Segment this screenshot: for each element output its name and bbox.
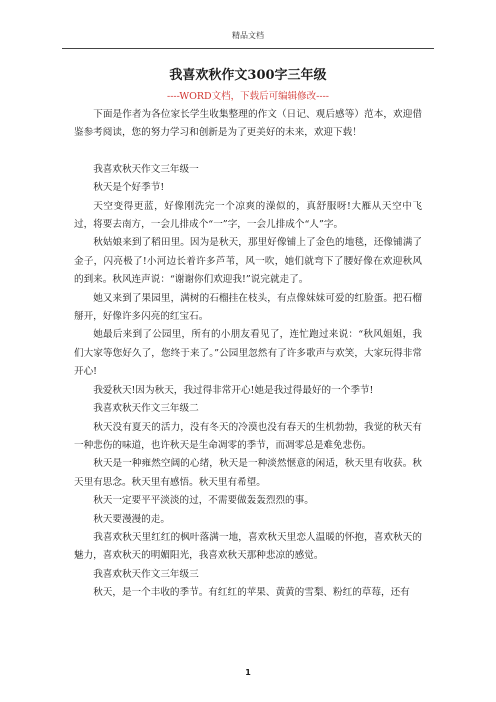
document-title: 我喜欢秋作文300字三年级 [169, 68, 327, 83]
section-heading-3: 我喜欢秋天作文三年级三 [93, 568, 199, 580]
paragraph: 秋天，是一个丰收的季节。有红红的苹果、黄黄的雪梨、粉红的草莓，还有 [93, 587, 410, 599]
header-text: 精品文档 [232, 31, 264, 40]
paragraph: 秋天是个好季节! [93, 182, 165, 194]
section-heading-2: 我喜欢秋天作文三年级二 [93, 403, 199, 415]
paragraph: 她最后来到了公园里，所有的小朋友看见了，连忙跑过来说：“秋风姐姐，我们大家等您好久了，您终于来了。”公园里忽然有了许多歌声与欢笑，大家玩得非常开心! [74, 329, 422, 378]
spacer [74, 143, 422, 161]
page-header [62, 0, 434, 49]
paragraph: 秋天没有夏天的活力，没有冬天的冷漠也没有春天的生机勃勃，我觉的秋天有一种悲伤的味道，也许秋天是生命凋零的季节，而凋零总是难免悲伤。 [74, 421, 422, 451]
paragraph: 她又来到了果园里，满树的石榴挂在枝头，有点像妹妹可爱的红脸蛋。把石榴掰开，好像许多闪亮的红宝石。 [74, 292, 422, 323]
paragraph: 秋天要漫漫的走。 [93, 513, 170, 525]
word-notice: ----WORD文档，下载后可编辑修改---- [167, 91, 329, 102]
page-number: 1 [245, 668, 251, 677]
paragraph: 我喜欢秋天里红红的枫叶落满一地，喜欢秋天里恋人温暖的怀抱，喜欢秋天的魅力，喜欢秋天的明媚阳光，我喜欢秋天那种悲凉的感觉。 [74, 531, 422, 562]
paragraph: 天空变得更蓝，好像刚洗完一个凉爽的澡似的，真舒服呀!大雁从天空中飞过，将要去南方，一会儿排成个“一”字，一会儿排成个“人”字。 [74, 200, 422, 231]
paragraph: 我爱秋天!因为秋天，我过得非常开心!她是我过得最好的一个季节! [93, 384, 374, 396]
document-body [74, 62, 422, 603]
intro-paragraph: 下面是作者为各位家长学生收集整理的作文（日记、观后感等）范本，欢迎借鉴参考阅读，您的努力学习和创新是为了更美好的未来，欢迎下载！ [74, 109, 422, 139]
paragraph: 秋姑娘来到了稻田里。因为是秋天，那里好像铺上了金色的地毯，还像铺满了金子，闪亮极了!小河边长着许多芦苇，风一吹，她们就弯下了腰好像在欢迎秋风的到来。秋风连声说：“谢谢你们欢迎我!”说完就走了。 [74, 237, 422, 286]
paragraph: 秋天是一种雍然空阔的心绪，秋天是一种淡然惬意的闲适，秋天里有收获。秋天里有思念。秋天里有感悟。秋天里有希望。 [74, 458, 422, 488]
paragraph: 秋天一定要平平淡淡的过，不需要做轰轰烈烈的事。 [93, 495, 314, 507]
section-heading-1: 我喜欢秋天作文三年级一 [93, 163, 199, 175]
